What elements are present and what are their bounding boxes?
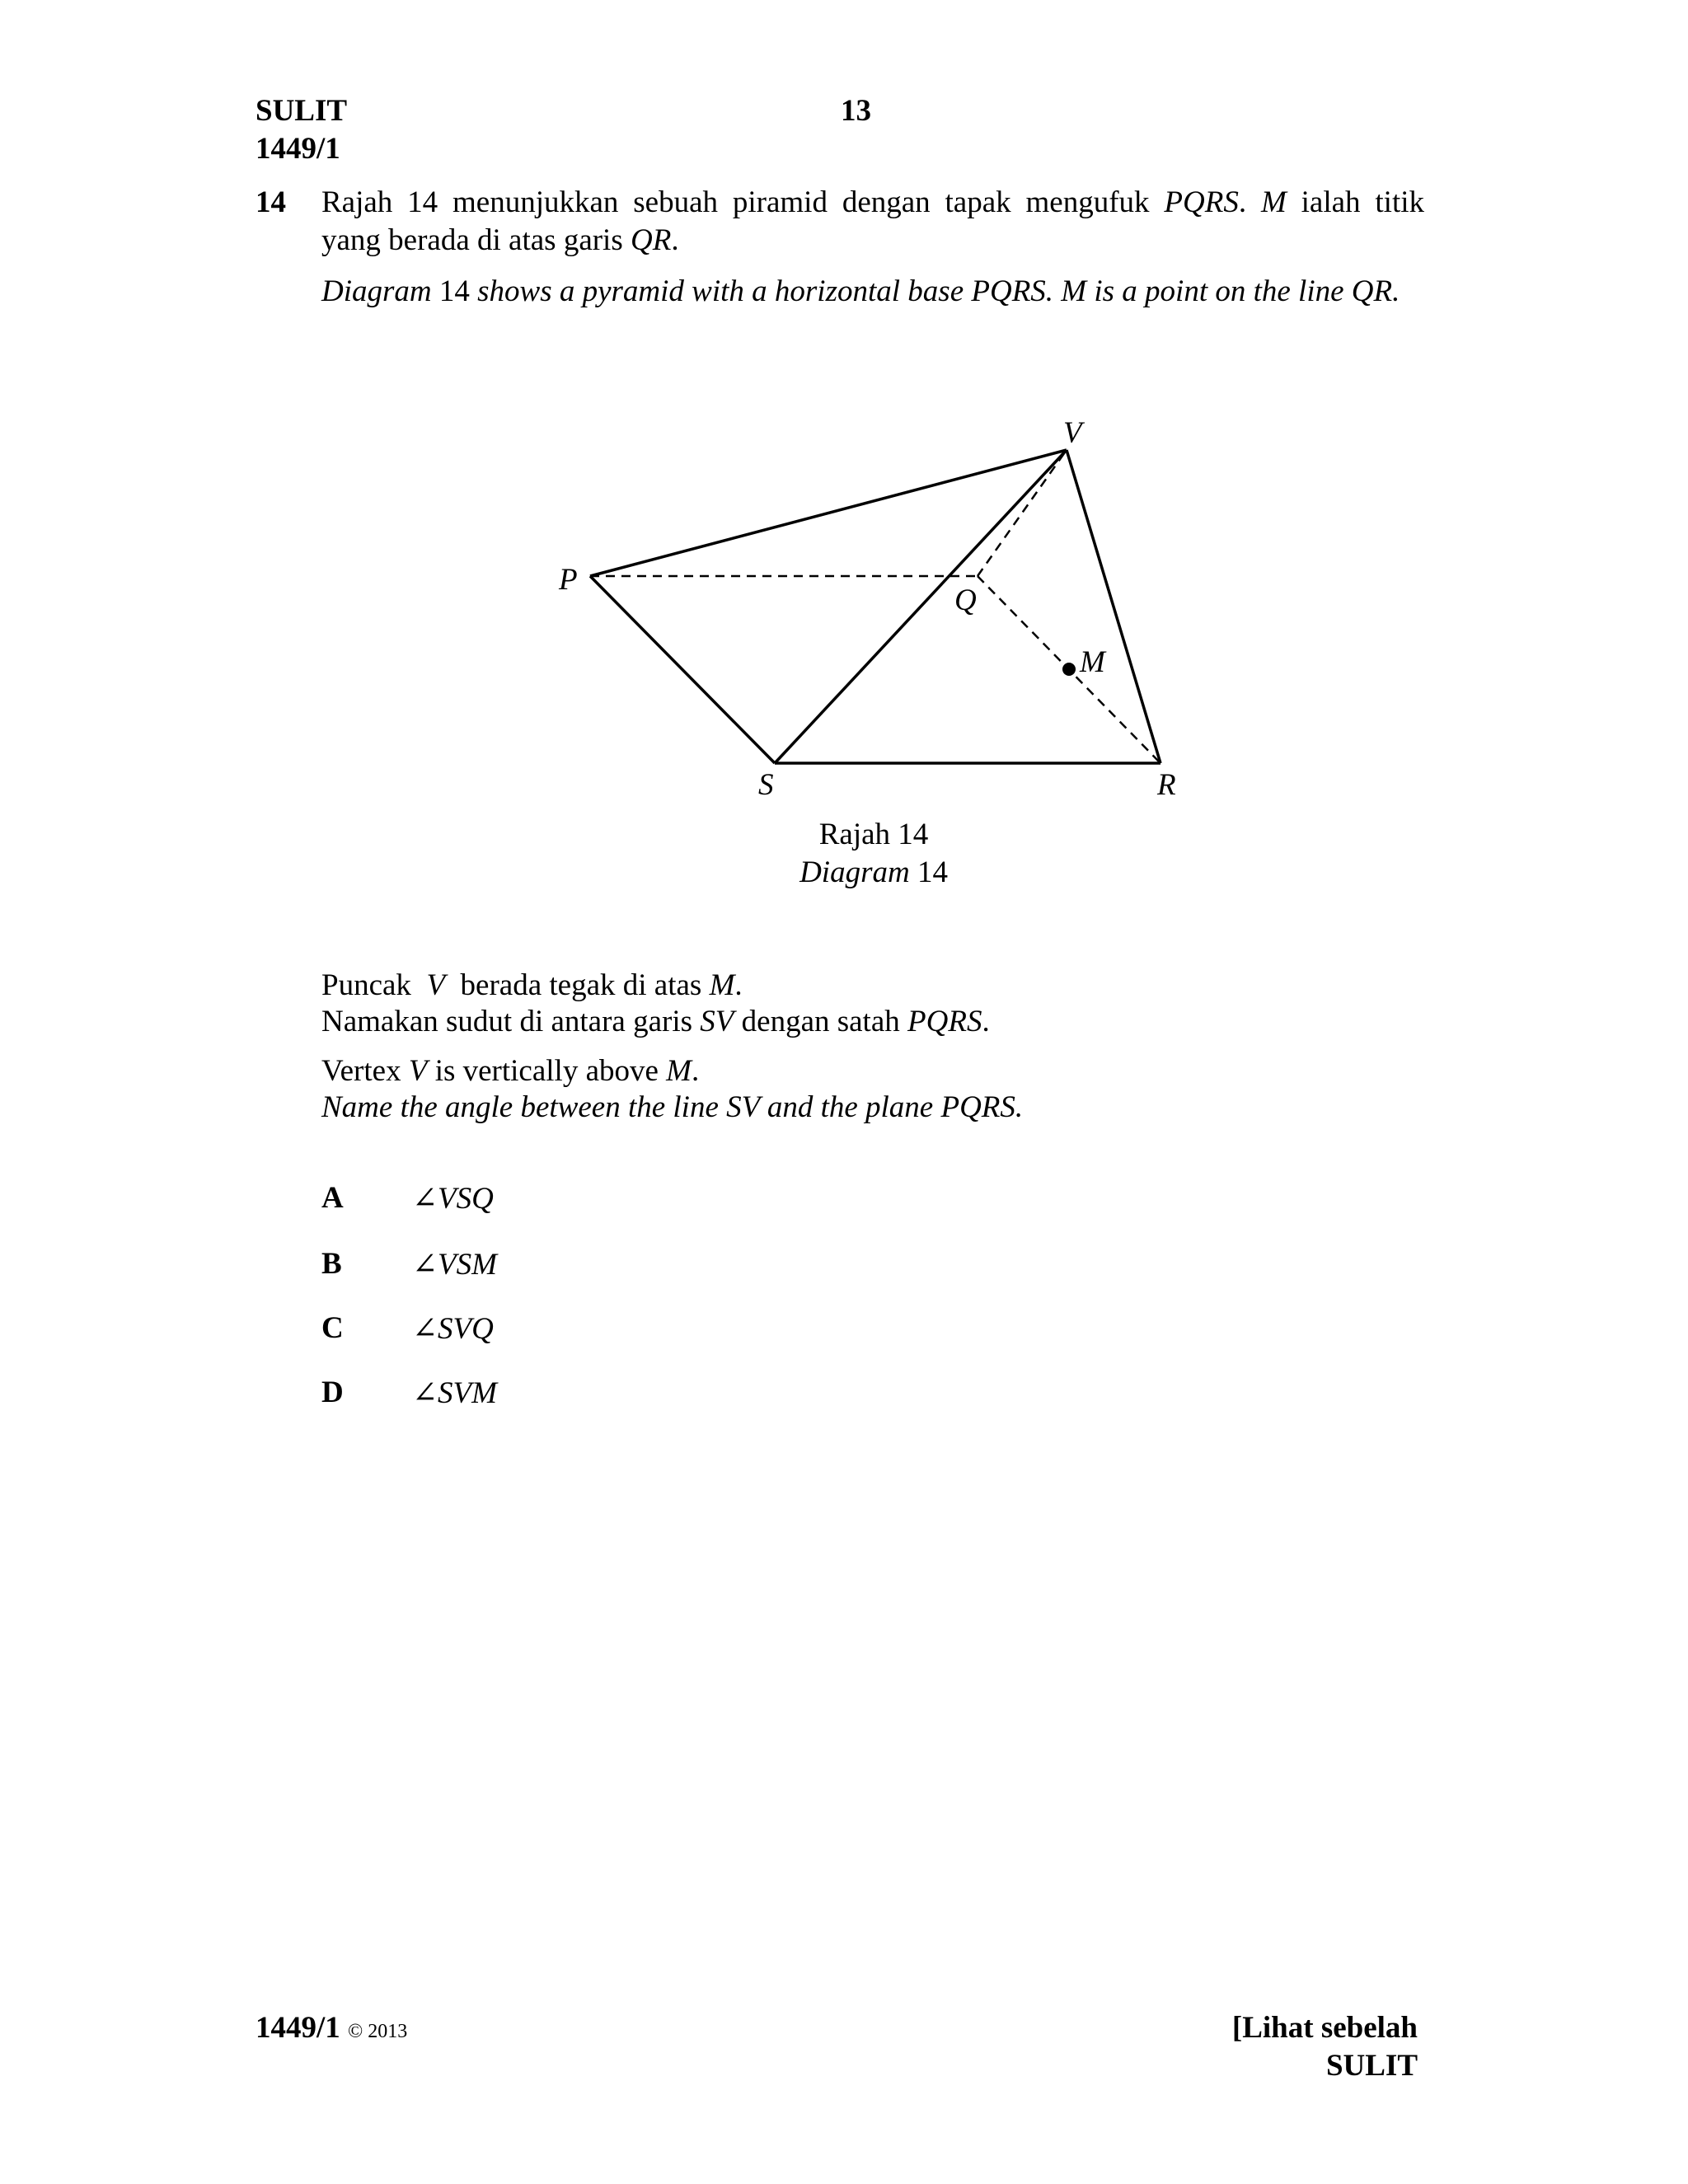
text-segment: Rajah 14 menunjukkan sebuah piramid dengan tapak mengufuk xyxy=(321,185,1165,219)
statement-english-line2: Name the angle between the line SV and the plane PQRS. xyxy=(321,1090,1024,1124)
option-value: ∠SVQ xyxy=(412,1312,494,1346)
text-segment: 14 xyxy=(431,274,478,308)
text-segment: . xyxy=(1238,185,1261,219)
edge-PV xyxy=(590,450,1067,576)
footer-copyright: © 2013 xyxy=(348,2021,408,2042)
text-segment: M xyxy=(666,1054,692,1088)
text-segment: V xyxy=(426,968,446,1002)
option-letter: C xyxy=(321,1311,344,1345)
text-segment: dengan satah xyxy=(734,1005,908,1038)
label-m: M xyxy=(1080,645,1105,679)
text-segment: 14 xyxy=(909,855,948,889)
option-d[interactable] xyxy=(321,1375,651,1413)
statement-malay-line2 xyxy=(321,1002,990,1042)
text-segment: Vertex xyxy=(321,1054,409,1088)
text-segment: . xyxy=(671,223,679,257)
text-segment: PQRS xyxy=(907,1005,982,1038)
footer-sulit: SULIT xyxy=(1325,2049,1418,2083)
text-segment: Puncak xyxy=(321,968,427,1002)
option-a[interactable] xyxy=(321,1180,651,1218)
edge-SV xyxy=(775,450,1067,763)
text-segment: M xyxy=(1260,185,1287,219)
header-paper-code: 1449/1 xyxy=(256,132,340,166)
header-sulit: SULIT xyxy=(256,94,348,128)
text-segment: ialah titik xyxy=(1286,185,1425,219)
text-segment: . xyxy=(982,1005,990,1038)
text-segment: yang berada di atas garis xyxy=(321,223,631,257)
text-segment: M xyxy=(709,968,735,1002)
text-segment: is vertically above xyxy=(427,1054,667,1088)
footer-code xyxy=(256,2009,407,2050)
text-segment: V xyxy=(408,1054,428,1088)
caption-malay: Rajah 14 xyxy=(818,818,929,851)
label-p: P xyxy=(559,563,578,597)
label-v: V xyxy=(1063,416,1082,450)
text-segment: Namakan sudut di antara garis xyxy=(321,1005,701,1038)
text-segment: berada tegak di atas xyxy=(445,968,710,1002)
text-segment: PQRS xyxy=(1164,185,1239,219)
text-segment: QR xyxy=(631,223,672,257)
option-value: ∠SVM xyxy=(412,1376,497,1410)
text-segment: Diagram xyxy=(321,274,432,308)
footer-turn-over: [Lihat sebelah xyxy=(1231,2011,1418,2045)
point-m-dot xyxy=(1062,663,1076,676)
option-value: ∠VSQ xyxy=(412,1182,494,1216)
option-c[interactable] xyxy=(321,1310,651,1348)
caption-english xyxy=(709,854,1039,892)
statement-english-line1 xyxy=(321,1052,699,1091)
statement-malay-line1 xyxy=(321,966,743,1005)
footer-code-text: 1449/1 xyxy=(256,2011,340,2045)
text-segment: . xyxy=(692,1054,700,1088)
question-number: 14 xyxy=(256,185,286,219)
text-segment: SV xyxy=(700,1005,734,1038)
edge-PS xyxy=(590,576,775,763)
label-q: Q xyxy=(954,583,977,617)
option-letter: B xyxy=(321,1247,342,1281)
option-letter: D xyxy=(321,1376,344,1409)
label-s: S xyxy=(758,768,774,802)
text-segment: shows a pyramid with a horizontal base PQRS. M is a point on the line QR. xyxy=(477,274,1400,308)
text-segment: . xyxy=(734,968,743,1002)
option-value: ∠VSM xyxy=(412,1248,497,1282)
option-letter: A xyxy=(321,1181,344,1215)
option-b[interactable] xyxy=(321,1246,651,1284)
label-r: R xyxy=(1157,768,1176,802)
page-number: 13 xyxy=(841,94,871,128)
text-segment: Diagram xyxy=(799,855,910,889)
